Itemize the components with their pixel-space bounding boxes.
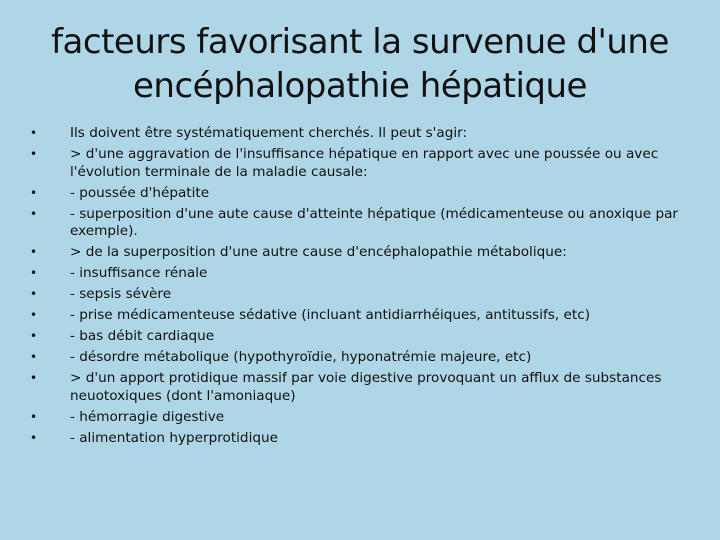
bullet-item (30, 370, 680, 405)
bullet-item (30, 146, 680, 181)
bullet-item (30, 125, 680, 143)
bullet-item (30, 349, 680, 367)
bullet-text: - insuffisance rénale (70, 265, 208, 281)
bullet-text: - poussée d'hépatite (70, 184, 210, 201)
bullet-text: - superposition d'une aute cause d'atteinte hépatique (médicamenteuse ou anoxique par exemple). (70, 205, 679, 239)
bullet-icon: • (30, 308, 38, 322)
bullet-icon: • (30, 126, 38, 140)
bullet-item (30, 409, 680, 427)
bullet-text: > de la superposition d'une autre cause d'encéphalopathie métabolique: (70, 244, 567, 260)
bullet-icon: • (30, 409, 38, 424)
bullet-icon: • (30, 266, 38, 280)
bullet-item (30, 244, 680, 262)
bullet-icon: • (30, 371, 38, 385)
bullet-text: > d'un apport protidique massif par voie digestive provoquant un afflux de substances neuotoxiques (dont l'amoniaque) (70, 370, 662, 404)
bullet-icon: • (30, 350, 38, 364)
bullet-text: - désordre métabolique (hypothyroïdie, hyponatrémie majeure, etc) (70, 349, 532, 365)
bullet-text: - bas débit cardiaque (70, 328, 215, 344)
bullet-text: - hémorragie digestive (70, 408, 225, 425)
slide-title-line-2: encéphalopathie hépatique (133, 66, 587, 106)
bullet-item (30, 286, 680, 304)
bullet-icon: • (30, 245, 38, 259)
bullet-icon: • (30, 206, 38, 221)
bullet-item (30, 328, 680, 346)
bullet-icon: • (30, 147, 38, 161)
bullet-icon: • (30, 185, 38, 200)
bullet-text: - alimentation hyperprotidique (70, 429, 278, 446)
bullet-item (30, 185, 680, 203)
slide-title (30, 20, 690, 108)
bullet-text: - sepsis sévère (70, 286, 172, 302)
bullet-item (30, 430, 680, 448)
bullet-icon: • (30, 287, 38, 301)
bullet-list (30, 125, 680, 451)
bullet-text: - prise médicamenteuse sédative (incluant antidiarrhéiques, antitussifs, etc) (70, 307, 590, 323)
bullet-icon: • (30, 329, 38, 343)
bullet-text: > d'une aggravation de l'insuffisance hépatique en rapport avec une poussée ou avec l'évolution terminale de la maladie causale: (70, 146, 659, 180)
bullet-item (30, 206, 680, 241)
slide-title-line-1: facteurs favorisant la survenue d'une (51, 22, 669, 62)
bullet-icon: • (30, 430, 38, 445)
bullet-text: Ils doivent être systématiquement cherchés. Il peut s'agir: (70, 125, 468, 141)
bullet-item (30, 265, 680, 283)
bullet-item (30, 307, 680, 325)
